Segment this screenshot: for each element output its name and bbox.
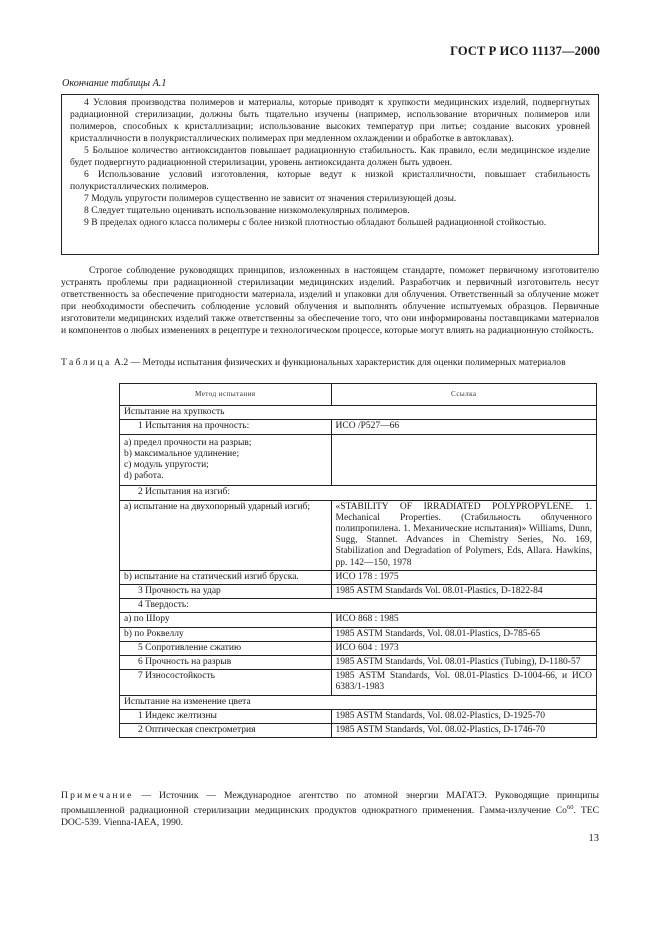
method-cell: а) испытание на двухопорный ударный изгиб; bbox=[120, 500, 332, 570]
method-cell: 5 Сопротивление сжатию bbox=[120, 641, 332, 655]
table-a1-item-8: 8 Следует тщательно оценивать использование низкомолекулярных полимеров. bbox=[84, 205, 410, 216]
subitem-elastic-modulus: с) модуль упругости; bbox=[124, 460, 209, 471]
table-row bbox=[120, 670, 597, 695]
table-a1-item-7: 7 Модуль упругости полимеров существенно не зависит от значения стерилизующей дозы. bbox=[84, 193, 457, 204]
table-row bbox=[120, 627, 597, 641]
method-cell: b) испытание на статический изгиб бруска. bbox=[120, 570, 332, 584]
table-note bbox=[61, 790, 599, 829]
table-a1-continuation-caption: Окончание таблицы А.1 bbox=[62, 78, 167, 89]
reference-cell: ИСО 604 : 1973 bbox=[331, 641, 596, 655]
table-row bbox=[120, 599, 597, 613]
method-cell: 1 Испытания на прочность: bbox=[120, 420, 332, 434]
table-row bbox=[120, 613, 597, 627]
subitem-tensile-strength: а) предел прочности на разрыв; bbox=[124, 437, 252, 448]
reference-cell: ИСО 868 : 1985 bbox=[331, 613, 596, 627]
reference-cell: 1985 ASTM Standards, Vol. 08.02-Plastics, D-1925-70 bbox=[331, 709, 596, 723]
table-a2 bbox=[119, 383, 597, 738]
table-row bbox=[120, 709, 597, 723]
table-row bbox=[120, 486, 597, 500]
method-cell: b) по Роквеллу bbox=[120, 627, 332, 641]
table-row bbox=[120, 420, 597, 434]
table-row bbox=[120, 641, 597, 655]
subitem-max-elongation: b) максимальное удлинение; bbox=[124, 448, 240, 459]
reference-cell: ИСО 178 : 1975 bbox=[331, 570, 596, 584]
method-cell: а) по Шору bbox=[120, 613, 332, 627]
method-cell: 6 Прочность на разрыв bbox=[120, 656, 332, 670]
note-label: Примечание bbox=[61, 790, 134, 801]
table-section-row bbox=[120, 406, 597, 420]
table-row bbox=[120, 724, 597, 738]
reference-cell: «STABILITY OF IRRADIATED POLYPROPYLENE. 1. Mechanical Properties. (Стабильность облученного полипропилена. 1. Механические испытания)» Williams, Dunn, Sugg, Stannet. Advances in Chemistry Series, No. 169, Stabilization and Degradation of Polymers, Eds, Allara. Hawkins, pp. 142—150, 1978 bbox=[331, 500, 596, 570]
note-text: — Источник — Международное агентство по атомной энергии МАГАТЭ. Руководящие принципы промышленной радиационной стерилизации медицинских продуктов однократного применения. Гамма-излучение Co bbox=[61, 790, 599, 817]
method-cell: 3 Прочность на удар bbox=[120, 585, 332, 599]
reference-cell: 1985 ASTM Standards Vol. 08.01-Plastics, D-1822-84 bbox=[331, 585, 596, 599]
reference-cell: 1985 ASTM Standards, Vol. 08.01-Plastics D-1004-66, и ИСО 6383/1-1983 bbox=[331, 670, 596, 695]
reference-cell: 1985 ASTM Standards, Vol. 08.02-Plastics, D-1746-70 bbox=[331, 724, 596, 738]
method-cell: 4 Твердость: bbox=[120, 599, 597, 613]
table-a2-caption-text: А.2 — Методы испытания физических и функциональных характеристик для оценки полимерных материалов bbox=[111, 357, 566, 368]
column-header-reference: Ссылка bbox=[331, 384, 596, 406]
body-paragraph: Строгое соблюдение руководящих принципов, изложенных в настоящем стандарте, поможет первичному изготовителю устранять проблемы при радиационной стерилизации медицинских изделий. Разработчик и первичный изготовитель несут ответственность за обеспечение пригодности материала, изделий и упаковки для облучения. Ответственный за облучение может при необходимости обеспечить соблюдение условий облучения и выполнять облучение испытуемых образцов. Первичные изготовители медицинских изделий также ответственны за обеспечение того, что они информированы поставщиками материалов и компонентов о любых изменениях в рецептуре и технологическом процессе, которые могут влиять на радиационную стойкость. bbox=[61, 265, 599, 336]
reference-cell: ИСО /Р527—66 bbox=[331, 420, 596, 434]
reference-cell bbox=[331, 434, 596, 486]
method-cell bbox=[120, 434, 332, 486]
note-superscript: 60 bbox=[566, 804, 574, 811]
table-row bbox=[120, 500, 597, 570]
column-header-method: Метод испытания bbox=[120, 384, 332, 406]
section-color-change: Испытание на изменение цвета bbox=[120, 695, 597, 709]
note-text-end: . TEC DOC-539. Vienna-IAEA, 1990. bbox=[61, 805, 599, 829]
method-cell: 7 Износостойкость bbox=[120, 670, 332, 695]
document-code-header: ГОСТ Р ИСО 11137—2000 bbox=[450, 44, 600, 58]
method-cell: 1 Индекс желтизны bbox=[120, 709, 332, 723]
reference-cell: 1985 ASTM Standards, Vol. 08.01-Plastics, D-785-65 bbox=[331, 627, 596, 641]
subitem-work: d) работа. bbox=[124, 471, 164, 482]
table-row bbox=[120, 585, 597, 599]
page-number: 13 bbox=[588, 833, 599, 844]
table-a1-box bbox=[61, 94, 599, 255]
table-a1-item-4: 4 Условия производства полимеров и материалы, которые приводят к хрупкости медицинских изделий, подвергнутых радиационной стерилизации, должны быть тщательно изучены (например, использование вторичных полимеров или полимеров, способных к кристаллизации; использование высоких температур при литье; создание высоких уровней кристалличности в полукристаллических полимерах при медленном охлаждении и обработке в автоклавах). bbox=[70, 97, 590, 144]
table-a1-item-6: 6 Использование условий изготовления, которые ведут к низкой кристалличности, повышает стабильность полукристаллических полимеров. bbox=[70, 169, 590, 192]
table-row bbox=[120, 434, 597, 486]
section-brittleness: Испытание на хрупкость bbox=[120, 406, 597, 420]
table-header-row bbox=[120, 384, 597, 406]
reference-cell: 1985 ASTM Standards, Vol. 08.01-Plastics (Tubing), D-1180-57 bbox=[331, 656, 596, 670]
table-a2-caption-label: Таблица bbox=[61, 357, 112, 368]
method-cell: 2 Оптическая спектрометрия bbox=[120, 724, 332, 738]
method-cell: 2 Испытания на изгиб: bbox=[120, 486, 597, 500]
table-row bbox=[120, 570, 597, 584]
table-a1-item-5: 5 Большое количество антиоксидантов повышает радиационную стабильность. Как правило, если медицинское изделие будет подвергнуто радиационной стерилизации, уровень антиоксиданта должен быть удвоен. bbox=[70, 145, 590, 168]
table-a2-caption bbox=[61, 357, 599, 369]
table-a1-item-9: 9 В пределах одного класса полимеры с более низкой плотностью обладают большей радиационной стойкостью. bbox=[84, 217, 547, 228]
table-section-row bbox=[120, 695, 597, 709]
table-row bbox=[120, 656, 597, 670]
